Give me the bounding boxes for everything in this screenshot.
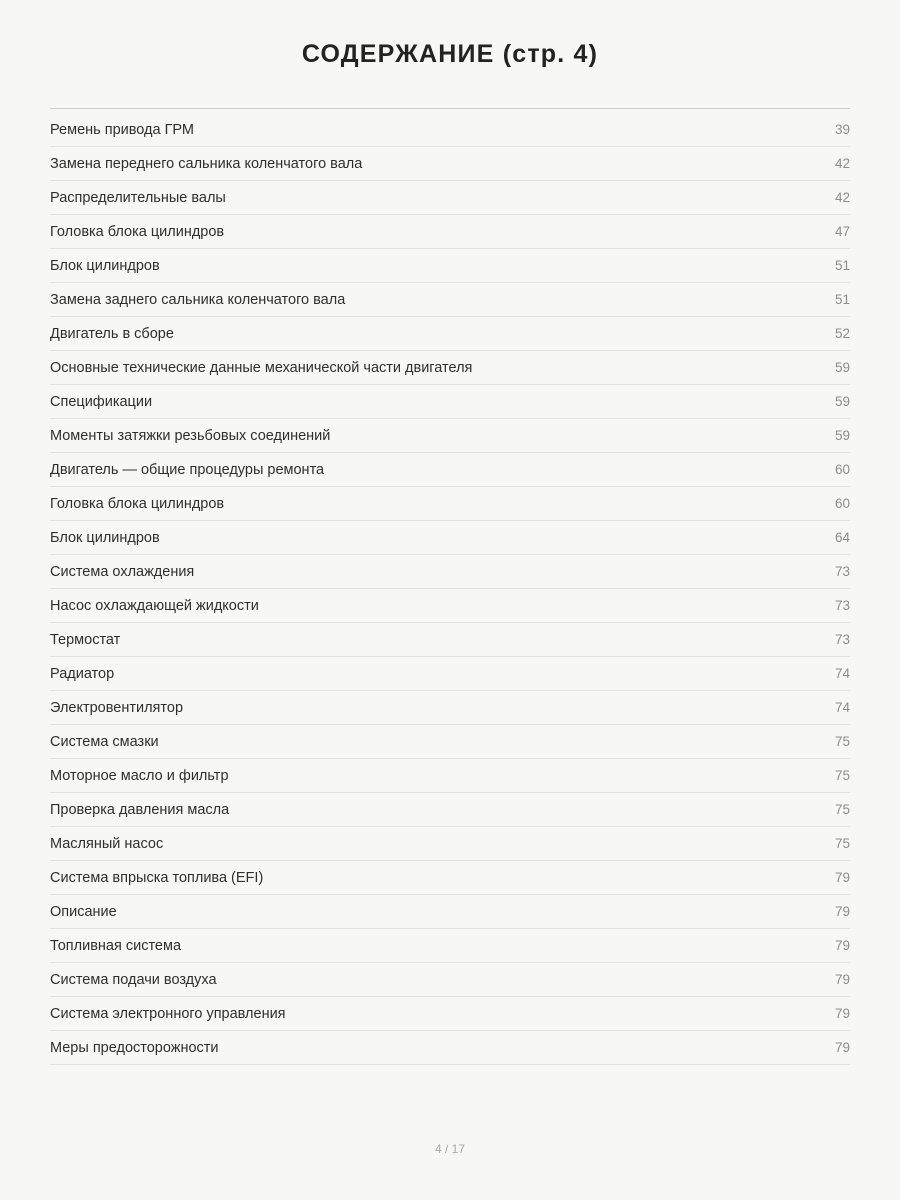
toc-entry-title: Описание xyxy=(50,904,117,920)
toc-entry[interactable] xyxy=(50,929,850,963)
toc-entry[interactable] xyxy=(50,385,850,419)
toc-entry-title: Система электронного управления xyxy=(50,1006,286,1022)
toc-entry[interactable] xyxy=(50,113,850,147)
toc-entry-title: Топливная система xyxy=(50,938,182,954)
toc-entry-page: 59 xyxy=(834,428,850,443)
toc-entry[interactable] xyxy=(50,283,850,317)
toc-entry[interactable] xyxy=(50,691,850,725)
toc-entry-title: Ремень привода ГРМ xyxy=(50,122,195,138)
toc-entry-title: Моменты затяжки резьбовых соединений xyxy=(50,428,331,444)
toc-entry[interactable] xyxy=(50,657,850,691)
toc-entry-page: 42 xyxy=(834,190,850,205)
toc-entry-page: 60 xyxy=(834,496,850,511)
toc-entry[interactable] xyxy=(50,487,850,521)
page-title: СОДЕРЖАНИЕ (стр. 4) xyxy=(301,40,599,68)
toc-entry[interactable] xyxy=(50,1031,850,1065)
toc-entry-title: Двигатель в сборе xyxy=(50,326,174,342)
toc-entry-page: 75 xyxy=(834,836,850,851)
toc-entry[interactable] xyxy=(50,419,850,453)
toc-entry-title: Радиатор xyxy=(50,666,115,682)
toc-entry-title: Электровентилятор xyxy=(50,700,184,716)
toc-entry-page: 73 xyxy=(834,632,850,647)
toc-entry-title: Блок цилиндров xyxy=(50,258,160,274)
toc-entry-title: Система охлаждения xyxy=(50,564,195,580)
toc-entry-title: Спецификации xyxy=(50,394,153,410)
toc-entry-page: 51 xyxy=(834,258,850,273)
toc-entry-page: 42 xyxy=(834,156,850,171)
toc-entry[interactable] xyxy=(50,249,850,283)
toc-entry[interactable] xyxy=(50,793,850,827)
toc-entry-title: Моторное масло и фильтр xyxy=(50,768,229,784)
toc-entry-page: 79 xyxy=(834,1006,850,1021)
toc-entry[interactable] xyxy=(50,453,850,487)
toc-entry-page: 73 xyxy=(834,564,850,579)
page-footer: 4 / 17 xyxy=(434,1142,466,1156)
toc-entry-title: Система смазки xyxy=(50,734,159,750)
toc-entry-title: Замена переднего сальника коленчатого вала xyxy=(50,156,363,172)
toc-entry[interactable] xyxy=(50,147,850,181)
toc-entry-title: Головка блока цилиндров xyxy=(50,224,225,240)
toc-entry-page: 79 xyxy=(834,870,850,885)
toc-entry-page: 47 xyxy=(834,224,850,239)
toc-entry[interactable] xyxy=(50,623,850,657)
toc-entry[interactable] xyxy=(50,181,850,215)
toc-entry[interactable] xyxy=(50,725,850,759)
toc-entry-page: 59 xyxy=(834,360,850,375)
toc-entry-page: 75 xyxy=(834,802,850,817)
toc-entry[interactable] xyxy=(50,555,850,589)
toc-entry-page: 75 xyxy=(834,768,850,783)
toc-entry-title: Блок цилиндров xyxy=(50,530,160,546)
toc-entry-title: Головка блока цилиндров xyxy=(50,496,225,512)
toc-entry[interactable] xyxy=(50,895,850,929)
toc-entry[interactable] xyxy=(50,351,850,385)
toc-entry[interactable] xyxy=(50,589,850,623)
toc-entry[interactable] xyxy=(50,317,850,351)
toc-entry-page: 79 xyxy=(834,1040,850,1055)
toc-entry-title: Двигатель — общие процедуры ремонта xyxy=(50,462,325,478)
toc-entry[interactable] xyxy=(50,521,850,555)
toc-entry-page: 59 xyxy=(834,394,850,409)
toc-entry-page: 73 xyxy=(834,598,850,613)
toc-entry-title: Замена заднего сальника коленчатого вала xyxy=(50,292,346,308)
toc-entry-page: 60 xyxy=(834,462,850,477)
toc-entry-title: Термостат xyxy=(50,632,121,648)
toc-entry-page: 79 xyxy=(834,904,850,919)
table-of-contents xyxy=(50,113,850,1065)
toc-entry-title: Насос охлаждающей жидкости xyxy=(50,598,259,614)
toc-entry-page: 51 xyxy=(834,292,850,307)
toc-entry-title: Распределительные валы xyxy=(50,190,226,206)
toc-entry-title: Меры предосторожности xyxy=(50,1040,219,1056)
toc-entry-page: 74 xyxy=(834,666,850,681)
toc-entry[interactable] xyxy=(50,827,850,861)
toc-entry-title: Система впрыска топлива (EFI) xyxy=(50,870,264,886)
toc-entry-page: 79 xyxy=(834,938,850,953)
toc-entry-title: Проверка давления масла xyxy=(50,802,230,818)
toc-entry[interactable] xyxy=(50,861,850,895)
toc-entry-page: 79 xyxy=(834,972,850,987)
toc-entry-page: 52 xyxy=(834,326,850,341)
toc-entry-page: 74 xyxy=(834,700,850,715)
toc-entry[interactable] xyxy=(50,963,850,997)
toc-entry-page: 75 xyxy=(834,734,850,749)
toc-entry-page: 64 xyxy=(834,530,850,545)
toc-entry-page: 39 xyxy=(834,122,850,137)
toc-entry-title: Основные технические данные механической части двигателя xyxy=(50,360,473,376)
toc-entry[interactable] xyxy=(50,215,850,249)
toc-entry[interactable] xyxy=(50,759,850,793)
title-divider xyxy=(50,108,850,109)
toc-entry-title: Масляный насос xyxy=(50,836,164,852)
toc-entry-title: Система подачи воздуха xyxy=(50,972,217,988)
toc-entry[interactable] xyxy=(50,997,850,1031)
